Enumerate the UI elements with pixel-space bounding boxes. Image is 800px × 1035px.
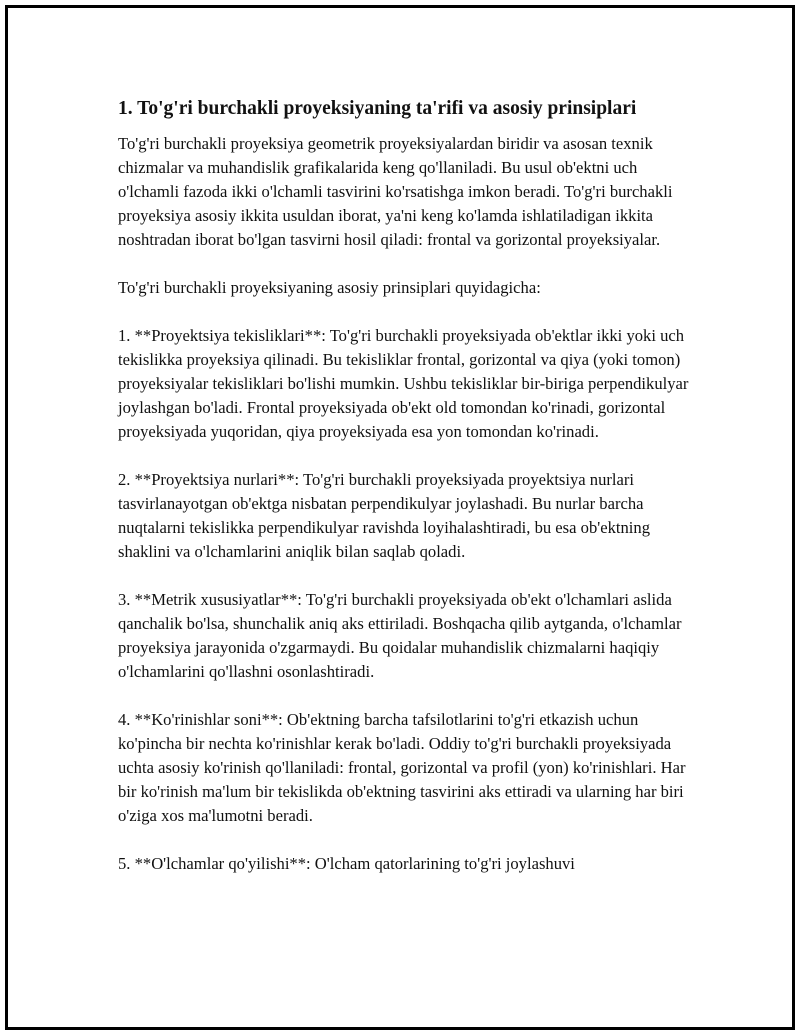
intro-paragraph: To'g'ri burchakli proyeksiya geometrik proyeksiyalardan biridir va asosan texnik chizmalar va muhandislik grafikalarida keng qo'llaniladi. Bu usul ob'ektni uch o'lchamli fazoda ikki o'lchamli tasvirini ko'rsatishga imkon beradi. To'g'ri burchakli proyeksiya asosiy ikkita usuldan iborat, ya'ni keng ko'lamda ishlatiladigan ikkita noshtradan iborat bo'lgan tasvirni hosil qiladi: frontal va gorizontal proyeksiyalar. <box>118 134 673 249</box>
principle-1-projection-planes: 1. **Proyektsiya tekisliklari**: To'g'ri burchakli proyeksiyada ob'ektlar ikki yoki uch tekislikka proyeksiya qilinadi. Bu tekisliklar frontal, gorizontal va qiya (yoki tomon) proyeksiyalar tekisliklari bo'lishi mumkin. Ushbu tekisliklar bir-biriga perpendikulyar joylashgan bo'ladi. Frontal proyeksiyada ob'ekt old tomondan ko'rinadi, gorizontal proyeksiyada yuqoridan, qiya proyeksiyada esa yon tomondan ko'rinadi. <box>118 326 689 441</box>
section-heading: 1. To'g'ri burchakli proyeksiyaning ta'rifi va asosiy prinsiplari <box>118 98 637 119</box>
principle-5-dimensioning: 5. **O'lchamlar qo'yilishi**: O'lcham qatorlarining to'g'ri joylashuvi <box>118 854 575 873</box>
principle-4-number-of-views: 4. **Ko'rinishlar soni**: Ob'ektning barcha tafsilotlarini to'g'ri etkazish uchun ko'pincha bir nechta ko'rinishlar kerak bo'ladi. Oddiy to'g'ri burchakli proyeksiyada uchta asosiy ko'rinish qo'llaniladi: frontal, gorizontal va profil (yon) ko'rinishlari. Har bir ko'rinish ma'lum bir tekislikda ob'ektning tasvirini aks ettiradi va ularning har biri o'ziga xos ma'lumotni beradi. <box>118 710 686 825</box>
principle-3-metric-properties: 3. **Metrik xususiyatlar**: To'g'ri burchakli proyeksiyada ob'ekt o'lchamlari aslida qanchalik bo'lsa, shunchalik aniq aks ettiriladi. Boshqacha qilib aytganda, o'lchamlar proyeksiya jarayonida o'zgarmaydi. Bu qoidalar muhandislik chizmalarni haqiqiy o'lchamlarini qo'llashni osonlashtiradi. <box>118 590 682 681</box>
principles-intro: To'g'ri burchakli proyeksiyaning asosiy prinsiplari quyidagicha: <box>118 278 541 297</box>
page-frame <box>5 5 795 1030</box>
document-body <box>118 96 698 900</box>
principle-2-projection-rays: 2. **Proyektsiya nurlari**: To'g'ri burchakli proyeksiyada proyektsiya nurlari tasvirlanayotgan ob'ektga nisbatan perpendikulyar joylashadi. Bu nurlar barcha nuqtalarni tekislikka perpendikulyar ravishda loyihalashtiradi, bu esa ob'ektning shaklini va o'lchamlarini aniqlik bilan saqlab qoladi. <box>118 470 651 561</box>
